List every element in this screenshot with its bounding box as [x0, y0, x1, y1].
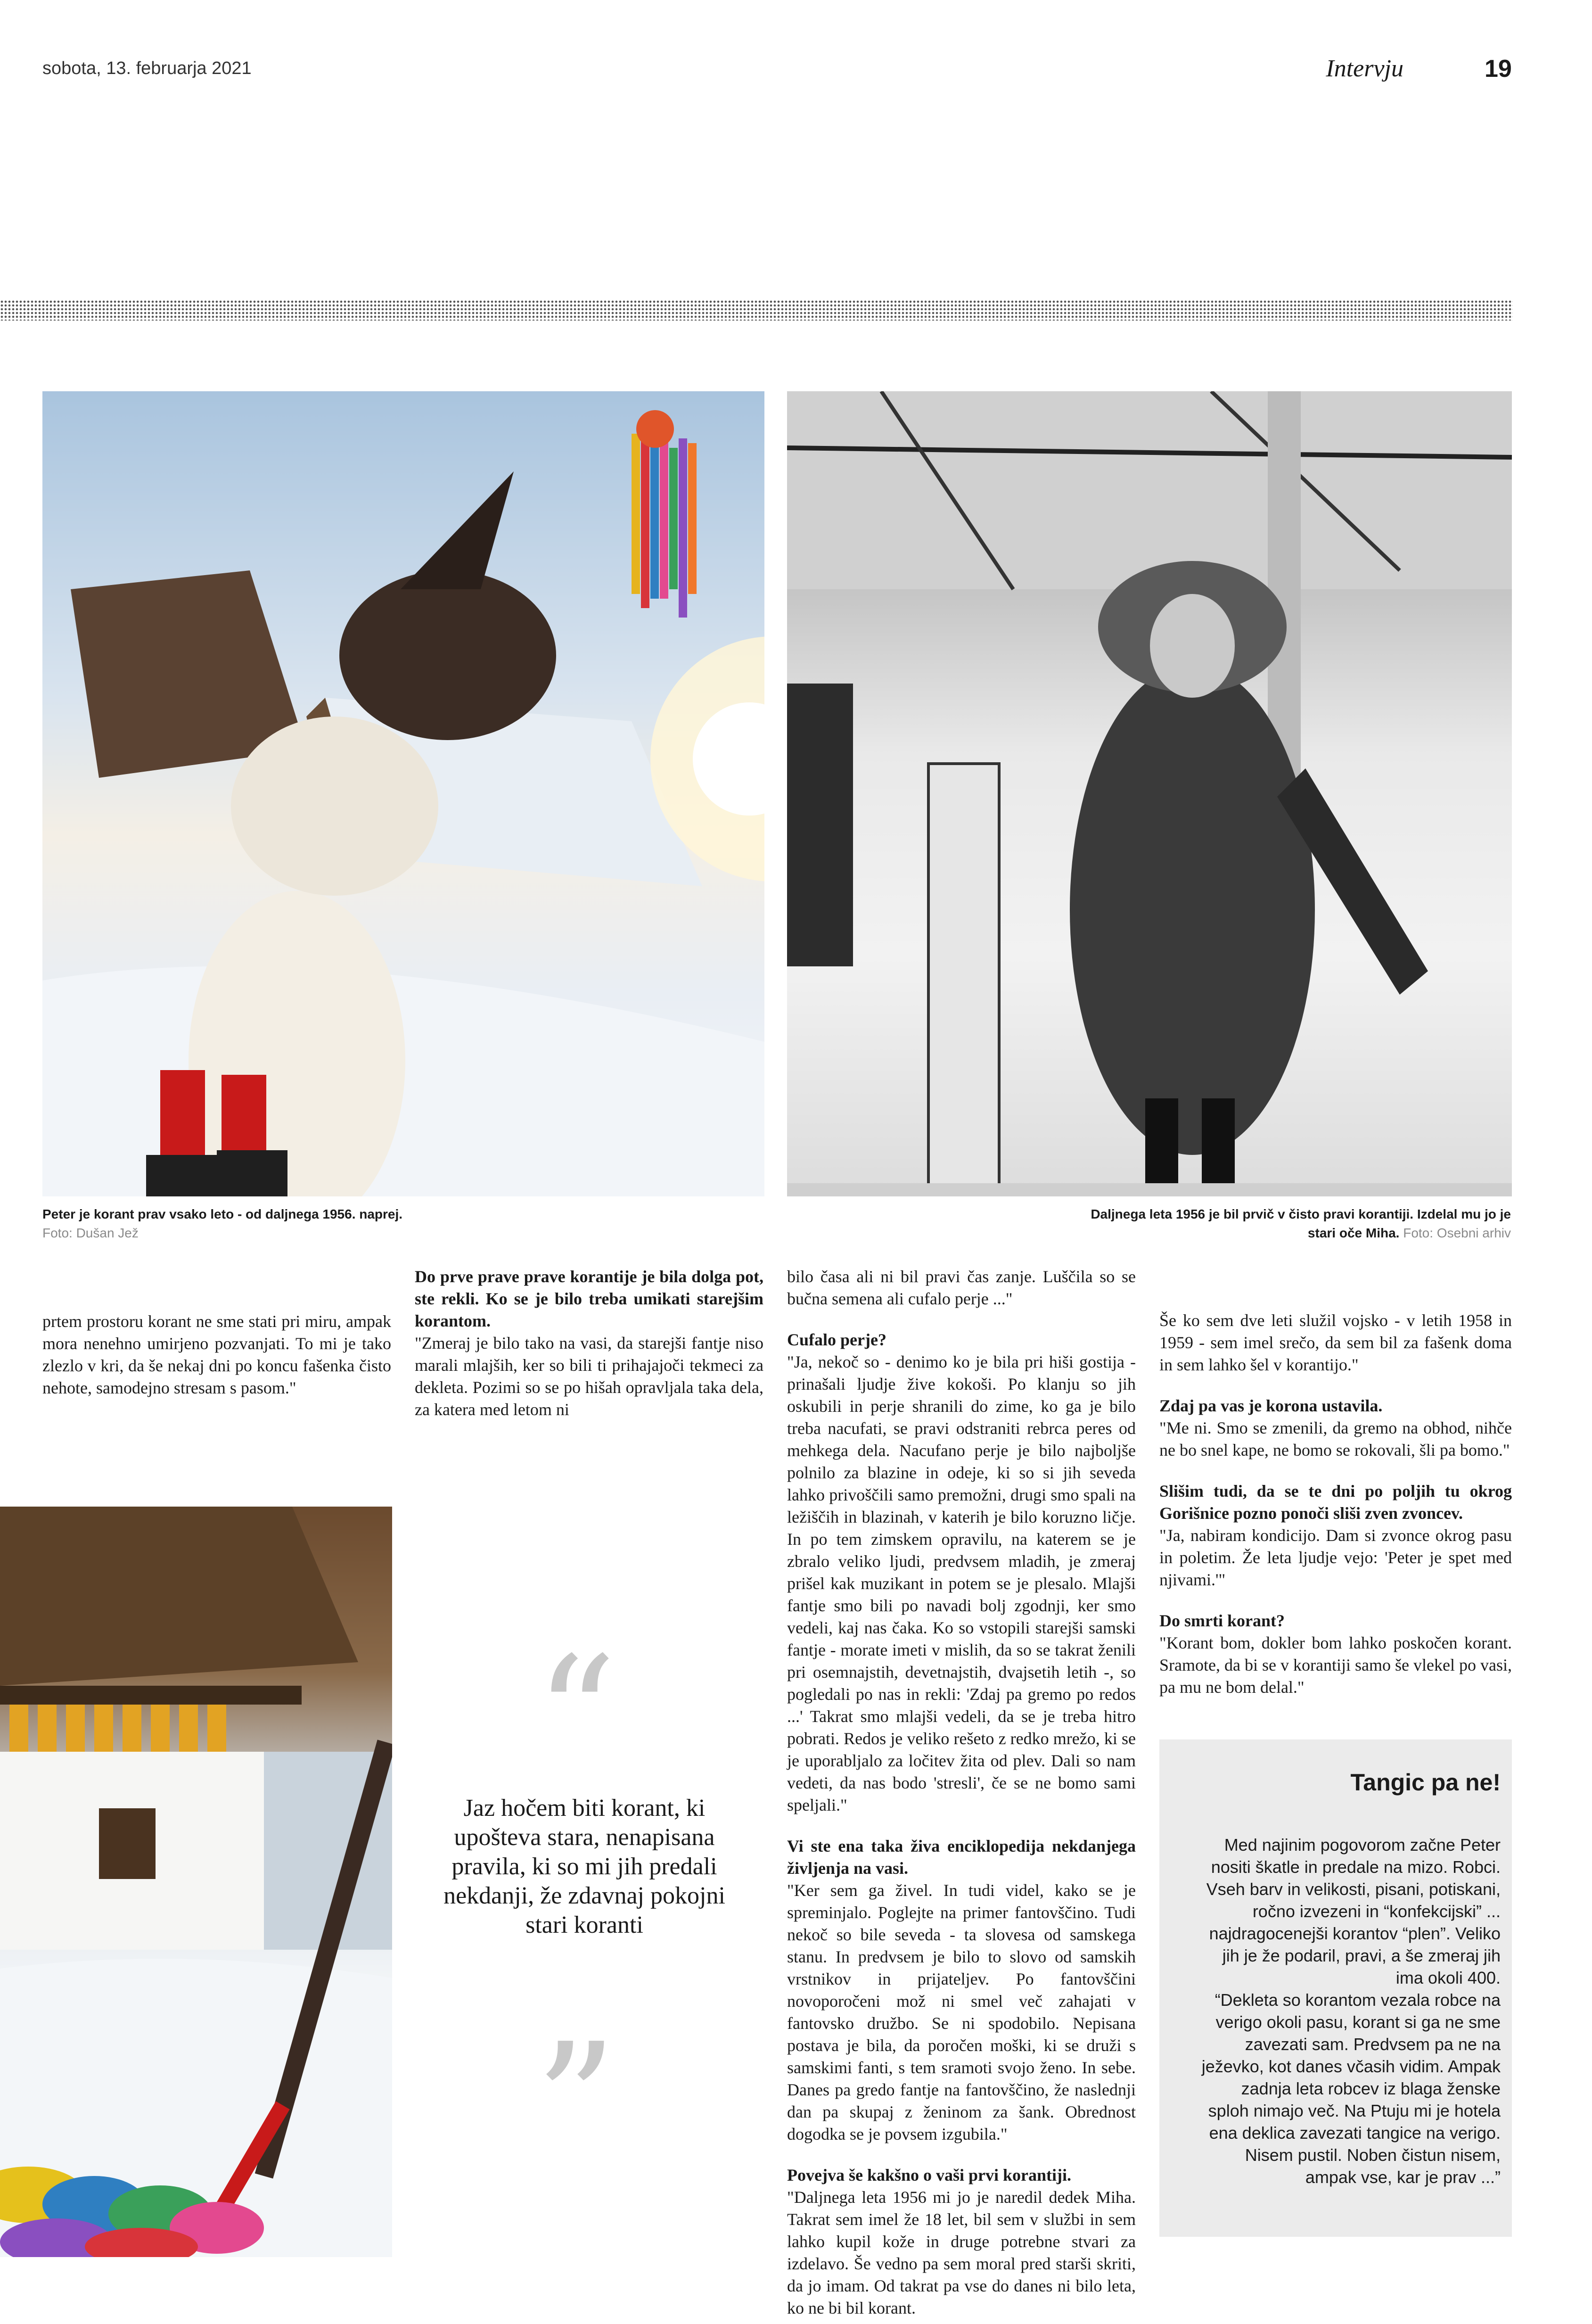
sidebar-text — [1199, 1834, 1501, 2188]
quote-open-mark: “ — [535, 1623, 617, 1809]
photo-wooden-house-illustration — [0, 1507, 392, 2257]
issue-date: sobota, 13. februarja 2021 — [42, 58, 252, 78]
article-column-1 — [42, 1310, 391, 1404]
sidebar-paragraph: “Dekleta so korantom vezala robce na verigo okoli pasu, korant si ga ne sme zavezati sam. Predvsem pa ne na ježevko, kot danes včasih vidim. Ampak zadnja leta robcev iz blaga ženske sploh nimajo več. Na Ptuju mi je hotela ena deklica zavezati tangice na verigo. Nisem pustil. Noben čistun nisem, ampak vse, kar je prav ...” — [1201, 1990, 1501, 2187]
caption-right-text: Daljnega leta 1956 je bil prvič v čisto pravi korantiji. Izdelal mu jo je stari oče Miha. — [1091, 1207, 1511, 1240]
article-column-4 — [1159, 1310, 1512, 1703]
question: Vi ste ena taka živa enciklopedija nekdanjega življenja na vasi. — [787, 1837, 1136, 1878]
pull-quote: Jaz hočem biti korant, ki upošteva stara, nenapisana pravila, ki so mi jih predali nekdanji, že zdavnaj pokojni stari koranti — [443, 1795, 725, 1938]
question: Do prve prave prave korantije je bila dolga pot, ste rekli. Ko se je bilo treba umikati starejšim korantom. — [415, 1267, 763, 1330]
question: Do smrti korant? — [1159, 1611, 1285, 1630]
paragraph: bilo časa ali ni bil pravi čas zanje. Luščila so se bučna semena ali cufalo perje ..." — [787, 1267, 1136, 1308]
sidebar-title: Tangic pa ne! — [1350, 1769, 1501, 1796]
dotted-separator — [0, 300, 1513, 321]
question: Povejva še kakšno o vaši prvi korantiji. — [787, 2166, 1072, 2184]
paragraph: Še ko sem dve leti služil vojsko - v letih 1958 in 1959 - sem imel srečo, da sem bil za fašenk doma in sem lahko šel v korantijo." — [1159, 1311, 1512, 1374]
caption-left-credit: Foto: Dušan Jež — [42, 1226, 139, 1240]
answer: "Ja, nekoč so - denimo ko je bila pri hiši gostija - prinašali ljudje žive kokoši. Po klanju so jih oskubili in perje shranili do zime, ko ga je bilo treba nacufati, se pravi odstraniti rebrca peres od mehkega dela. Nacufano perje je bilo najboljše polnilo za blazine in odeje, ki so si jih seveda lahko privoščili samo premožni, drugi smo spali na ležiščih in blazinah, v katerih je bilo koruzno ličje. In po tem zimskem opravilu, na katerem se je zbralo veliko ljudi, predvsem mladih, je zmeraj prišel kak muzikant in potem se je plesalo. Mlajši fantje smo bili po navadi bolj zgodnji, ker smo vedeli, kaj nas čaka. Ko so vstopili starejši samski fantje - morate imeti v mislih, da so se takrat ženili pri osemnajstih, devetnajstih, dvajsetih letih -, so pogledali po nas in rekli: 'Zdaj pa gremo po redos ...' Takrat smo mlajši vedeli, da se je treba hitro pobrati. Redos je veliko rešeto z redko mrežo, ki se je uporabljalo za ločitev žita od plev. Dali so nam vedeti, da nas bodo 'stresli', če se ne bomo sami speljali." — [787, 1352, 1136, 1814]
photo-korant-archive-illustration — [787, 391, 1512, 1196]
page-number: 19 — [1485, 55, 1512, 82]
paragraph: prtem prostoru korant ne sme stati pri miru, ampak mora nenehno umirjeno pozvanjati. To mi je tako zlezlo v kri, da še nekaj dni po koncu fašenka čisto nehote, samodejno stresam s pasom." — [42, 1312, 391, 1397]
photo-korant-archive-1956 — [787, 391, 1512, 1196]
answer: "Daljnega leta 1956 mi jo je naredil dedek Miha. Takrat sem imel že 18 let, bil sem v službi in sem lahko kupil kože in druge potrebne stvari za izdelavo. Še vedno pa sem moral pred starši skriti, da jo imam. Od takrat pa vse do danes ni bilo leta, ko ne bi bil korant. — [787, 2188, 1136, 2317]
photo-wooden-house — [0, 1507, 392, 2257]
question: Cufalo perje? — [787, 1330, 886, 1349]
answer: "Ja, nabiram kondicijo. Dam si zvonce okrog pasu in poletim. Že leta ljudje vejo: 'Peter je spet med njivami.'" — [1159, 1526, 1512, 1589]
article-column-3 — [787, 1266, 1136, 2324]
answer: "Zmeraj je bilo tako na vasi, da starejši fantje niso marali mlajših, ker so bili ti prihajajoči tekmeci za dekleta. Pozimi so se po hišah opravljala taka dela, za katera med letom ni — [415, 1334, 763, 1419]
caption-right — [1084, 1205, 1511, 1243]
answer: "Korant bom, dokler bom lahko poskočen korant. Sramote, da bi se v korantiji samo še vlekel po vasi, pa mu ne bom delal." — [1159, 1633, 1512, 1697]
photo-korant-snow — [42, 391, 764, 1196]
sidebar-box — [1159, 1739, 1512, 2237]
answer: "Ker sem ga živel. In tudi videl, kako se je spreminjalo. Poglejte na primer fantovščino. Tudi nekoč so bile seveda - ta slovesa od samskega stanu. In predvsem je bilo to slovo od samskih vrstnikov in prijateljev. Po fantovščini novoporočeni mož ni smel več zahajati v fantovsko družbo. Se ni spodobilo. Nepisana postava je bila, da poročen moški, ki se druži s samskimi fanti, s tem sramoti svojo ženo. In sebe. Danes pa gredo fantje na fantovščino, že naslednji dan pa skupaj z ženinom za šank. Obrednost dogodka se je povsem izgubila." — [787, 1881, 1136, 2143]
quote-close-mark: ” — [535, 2009, 617, 2196]
photo-korant-snow-illustration — [42, 391, 764, 1196]
section-title: Intervju — [1326, 55, 1403, 82]
article-column-2 — [415, 1266, 763, 1426]
sidebar-paragraph: Med najinim pogovorom začne Peter nositi škatle in predale na mizo. Robci. Vseh barv in velikosti, pisani, potiskani, ročno izvezeni in “konfekcijski” ... najdragocenejši korantov “plen”. Veliko jih je že podaril, pravi, a še zmeraj jih ima okoli 400. — [1206, 1835, 1501, 1987]
question: Slišim tudi, da se te dni po poljih tu okrog Gorišnice pozno ponoči sliši zven zvoncev. — [1159, 1482, 1512, 1523]
question: Zdaj pa vas je korona ustavila. — [1159, 1396, 1383, 1415]
caption-right-credit: Foto: Osebni arhiv — [1403, 1226, 1511, 1240]
caption-left — [42, 1205, 410, 1243]
answer: "Me ni. Smo se zmenili, da gremo na obhod, nihče ne bo snel kape, ne bomo se rokovali, šli pa bomo." — [1159, 1418, 1512, 1459]
caption-left-text: Peter je korant prav vsako leto - od daljnega 1956. naprej. — [42, 1207, 403, 1221]
